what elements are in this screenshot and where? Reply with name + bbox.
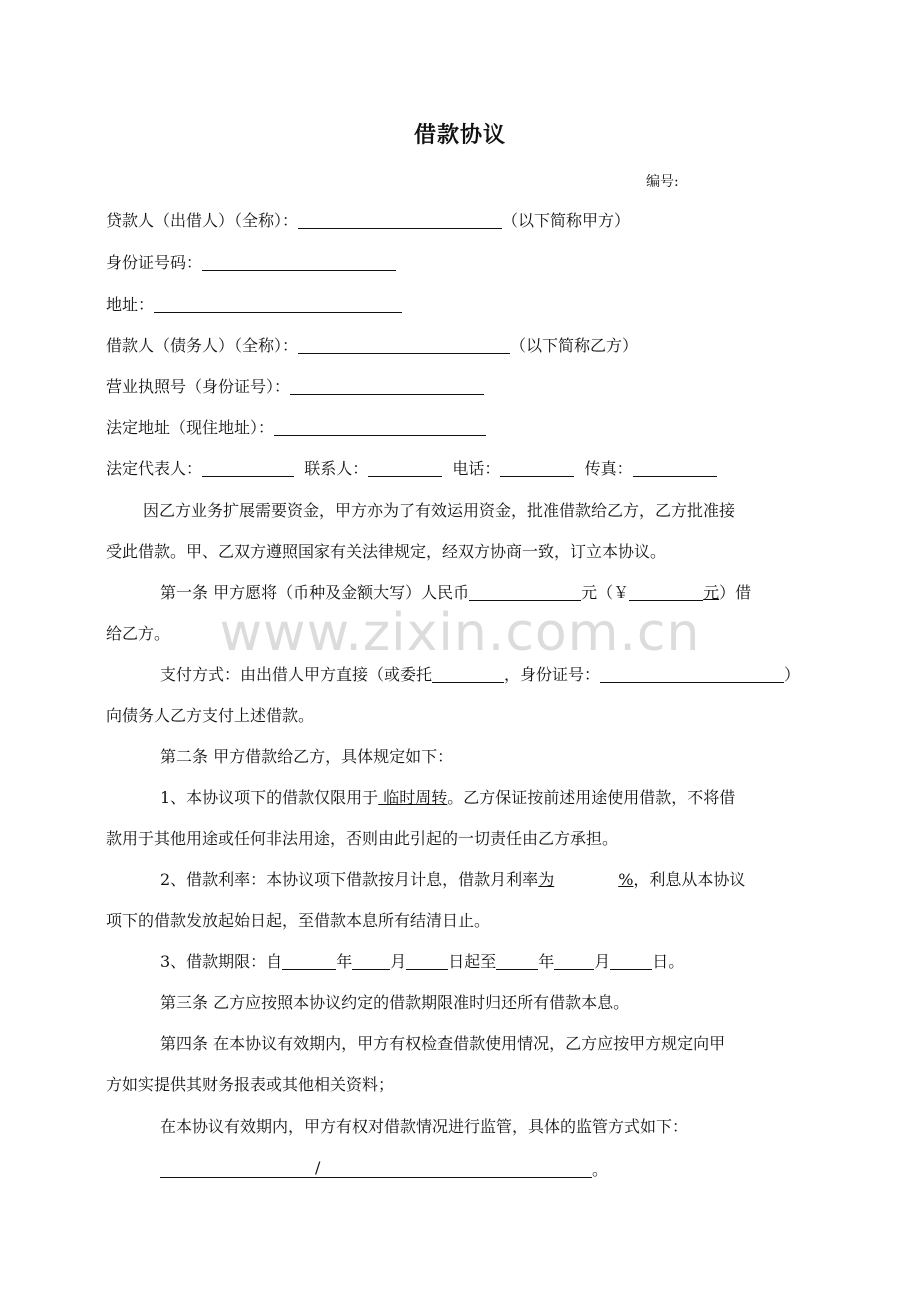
interest-rate-field[interactable]: [538, 870, 633, 889]
borrower-legal-address-blank[interactable]: [274, 419, 486, 436]
entrusted-party-blank[interactable]: [432, 666, 504, 683]
amount-words-blank[interactable]: [469, 584, 581, 601]
borrower-name-label: 借款人（债务人）（全称）：: [106, 336, 299, 355]
article1-text-d: ）借: [719, 583, 752, 602]
supervision-method-row: [160, 1157, 608, 1181]
item2-text-a: 2、借款利率：本协议项下借款按月计息，借款月利率: [160, 870, 539, 889]
supervision-method-value: /: [315, 1158, 321, 1177]
article1-line-1: [160, 582, 751, 604]
lender-address-row: [106, 294, 402, 316]
article3-line: 第三条 乙方应按照本协议约定的借款期限准时归还所有借款本息。: [160, 993, 630, 1012]
borrower-license-row: [106, 376, 484, 398]
rate-value-blank: [554, 869, 618, 891]
supervision-end-mark: 。: [592, 1160, 609, 1179]
contact-blank[interactable]: [368, 460, 442, 477]
payment-text-c: ）: [784, 665, 801, 684]
lender-address-blank[interactable]: [154, 296, 402, 313]
article2-heading: 第二条 甲方借款给乙方，具体规定如下：: [160, 747, 454, 766]
borrower-name-suffix: （以下简称乙方）: [510, 336, 639, 355]
borrower-contacts-row: [106, 458, 717, 480]
lender-name-row: [106, 210, 630, 232]
end-year-label: 年: [538, 952, 555, 971]
fax-label: 传真：: [584, 459, 633, 478]
article4-line-2: 方如实提供其财务报表或其他相关资料；: [106, 1075, 395, 1094]
preamble-line-2: 受此借款。甲、乙双方遵照国家有关法律规定，经双方协商一致，订立本协议。: [106, 542, 667, 561]
start-month-blank[interactable]: [352, 953, 390, 970]
phone-label: 电话：: [452, 459, 501, 478]
legal-rep-blank[interactable]: [202, 460, 294, 477]
phone-blank[interactable]: [500, 460, 574, 477]
end-day-label: 日。: [652, 952, 685, 971]
end-month-label: 月: [594, 952, 611, 971]
borrower-legal-address-label: 法定地址（现住地址）：: [106, 418, 275, 437]
article1-line-2: 给乙方。: [106, 624, 171, 643]
start-day-label: 日起至: [448, 952, 497, 971]
lender-id-row: [106, 252, 396, 274]
end-month-blank[interactable]: [554, 953, 594, 970]
end-year-blank[interactable]: [496, 953, 538, 970]
lender-id-label: 身份证号码：: [106, 253, 203, 272]
article4-line-1: 第四条 在本协议有效期内，甲方有权检查借款使用情况，乙方应按甲方规定向甲: [160, 1034, 726, 1053]
borrower-name-row: [106, 335, 638, 357]
legal-rep-label: 法定代表人：: [106, 459, 203, 478]
article2-item1-line-2: 款用于其他用途或任何非法用途，否则由此引起的一切责任由乙方承担。: [106, 829, 619, 848]
end-day-blank[interactable]: [610, 953, 652, 970]
document-title: 借款协议: [413, 123, 506, 148]
item1-text-a: 1、本协议项下的借款仅限用于: [160, 788, 379, 807]
rate-prefix: 为: [538, 870, 555, 889]
document-number-label: 编号:: [646, 174, 679, 190]
borrower-license-blank[interactable]: [290, 378, 484, 395]
borrower-license-label: 营业执照号（身份证号）：: [106, 377, 291, 396]
article2-item2-line-2: 项下的借款发放起始日起，至借款本息所有结清日止。: [106, 911, 491, 930]
start-day-blank[interactable]: [406, 953, 448, 970]
article4-line-3: 在本协议有效期内，甲方有权对借款情况进行监管，具体的监管方式如下：: [160, 1117, 689, 1136]
supervision-method-field[interactable]: [160, 1157, 592, 1178]
start-year-label: 年: [336, 952, 353, 971]
entrusted-id-blank[interactable]: [600, 666, 784, 683]
loan-purpose-value: 临时周转: [378, 788, 448, 807]
lender-address-label: 地址：: [106, 295, 155, 314]
start-month-label: 月: [390, 952, 407, 971]
article2-item2-line-1: [160, 869, 745, 891]
lender-name-suffix: （以下简称甲方）: [502, 211, 631, 230]
fax-blank[interactable]: [633, 460, 717, 477]
borrower-legal-address-row: [106, 417, 486, 439]
lender-id-blank[interactable]: [202, 254, 396, 271]
lender-name-label: 贷款人（出借人）（全称）：: [106, 211, 299, 230]
article2-item1-line-1: [160, 787, 735, 809]
start-year-blank[interactable]: [282, 953, 336, 970]
article1-text-a: 第一条 甲方愿将（币种及金额大写）人民币: [160, 583, 470, 602]
item3-text-a: 3、借款期限：自: [160, 952, 283, 971]
payment-line-1: [160, 664, 800, 686]
item1-text-b: 。乙方保证按前述用途使用借款，不将借: [447, 788, 736, 807]
contact-label: 联系人：: [304, 459, 369, 478]
article1-text-b: 元（￥: [581, 583, 630, 602]
amount-figures-blank[interactable]: [629, 584, 703, 601]
payment-line-2: 向债务人乙方支付上述借款。: [106, 706, 315, 725]
preamble-line-1: 因乙方业务扩展需要资金，甲方亦为了有效运用资金，批准借款给乙方，乙方批准接: [143, 501, 736, 520]
item2-text-b: ，利息从本协议: [633, 870, 746, 889]
article1-yuan: 元: [703, 583, 720, 602]
article2-item3-line: [160, 951, 684, 973]
watermark: www.zixin.com.cn: [219, 603, 701, 663]
payment-text-a: 支付方式：由出借人甲方直接（或委托: [160, 665, 433, 684]
rate-unit: %: [618, 870, 634, 889]
lender-name-blank[interactable]: [298, 212, 502, 229]
payment-text-b: ，身份证号：: [504, 665, 601, 684]
borrower-name-blank[interactable]: [298, 337, 510, 354]
